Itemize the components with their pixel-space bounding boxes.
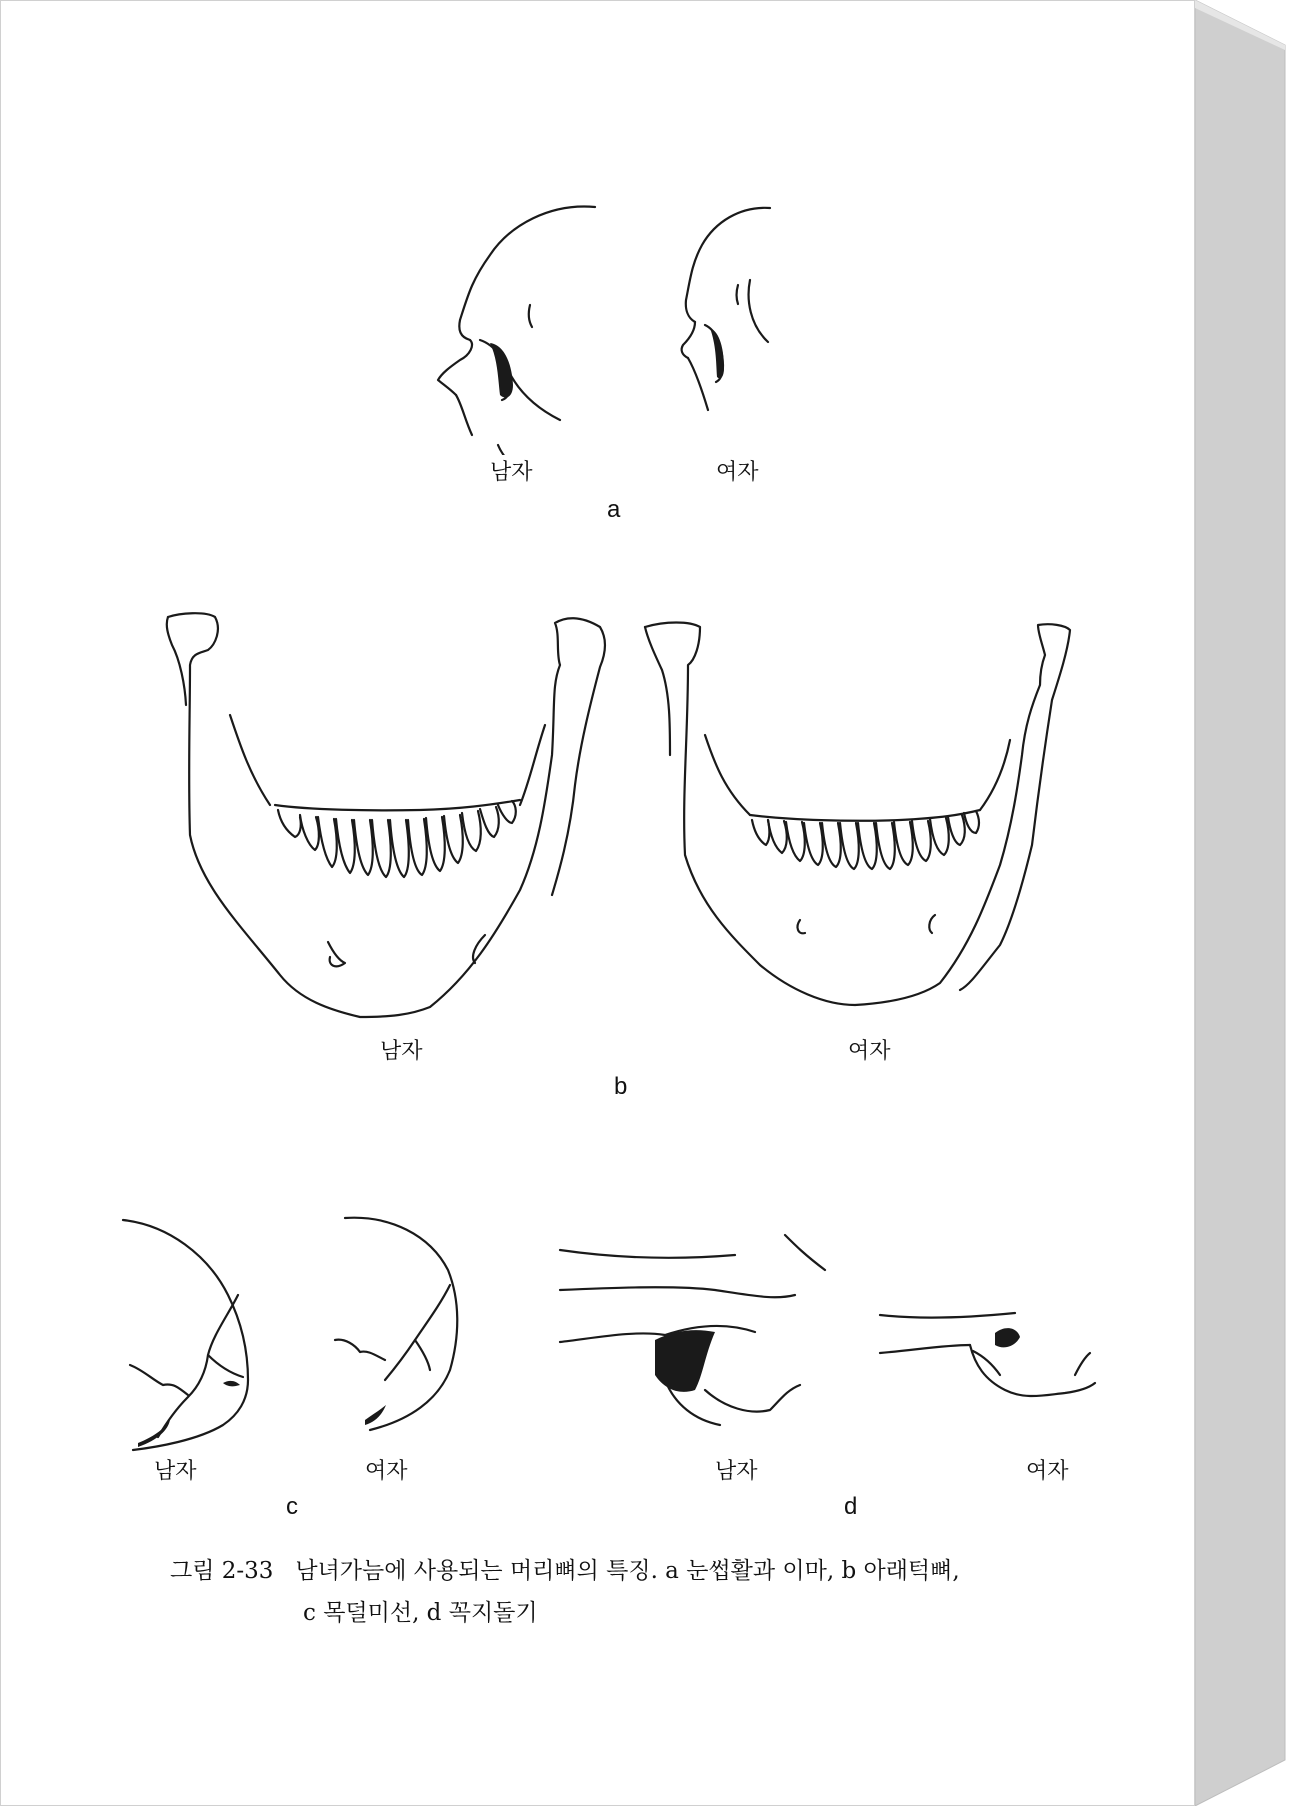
panel-b-female-mandible-drawing <box>640 615 1080 1015</box>
panel-a-male-skull-drawing <box>420 195 620 455</box>
panel-c-male-label: 남자 <box>154 1459 197 1484</box>
panel-b-letter: b <box>614 1073 628 1100</box>
panel-a-letter: a <box>607 496 621 523</box>
panel-d-letter: d <box>844 1493 858 1520</box>
panel-c-letter: c <box>286 1493 298 1520</box>
panel-c-female-label: 여자 <box>365 1459 408 1484</box>
panel-c-female-occipital-drawing <box>330 1210 480 1440</box>
caption-line1: 남녀가늠에 사용되는 머리뼈의 특징. a 눈썹활과 이마, b 아래턱뼈, <box>295 1558 960 1584</box>
panel-d-male-label: 남자 <box>715 1459 758 1484</box>
panel-b-male-label: 남자 <box>380 1039 423 1064</box>
panel-a-male-label: 남자 <box>490 460 533 485</box>
panel-d-male-mastoid-drawing <box>555 1230 835 1440</box>
caption-number: 그림 2-33 <box>170 1558 274 1584</box>
panel-a-female-label: 여자 <box>716 460 759 485</box>
panel-d-female-mastoid-drawing <box>875 1295 1105 1440</box>
panel-d-female-label: 여자 <box>1026 1459 1069 1484</box>
panel-b-male-mandible-drawing <box>160 605 620 1025</box>
panel-c-male-occipital-drawing <box>118 1215 278 1455</box>
panel-b-female-label: 여자 <box>848 1039 891 1064</box>
panel-a-female-skull-drawing <box>650 200 800 430</box>
caption-line2: c 목덜미선, d 꼭지돌기 <box>303 1600 538 1626</box>
figure-caption <box>170 1550 1100 1634</box>
